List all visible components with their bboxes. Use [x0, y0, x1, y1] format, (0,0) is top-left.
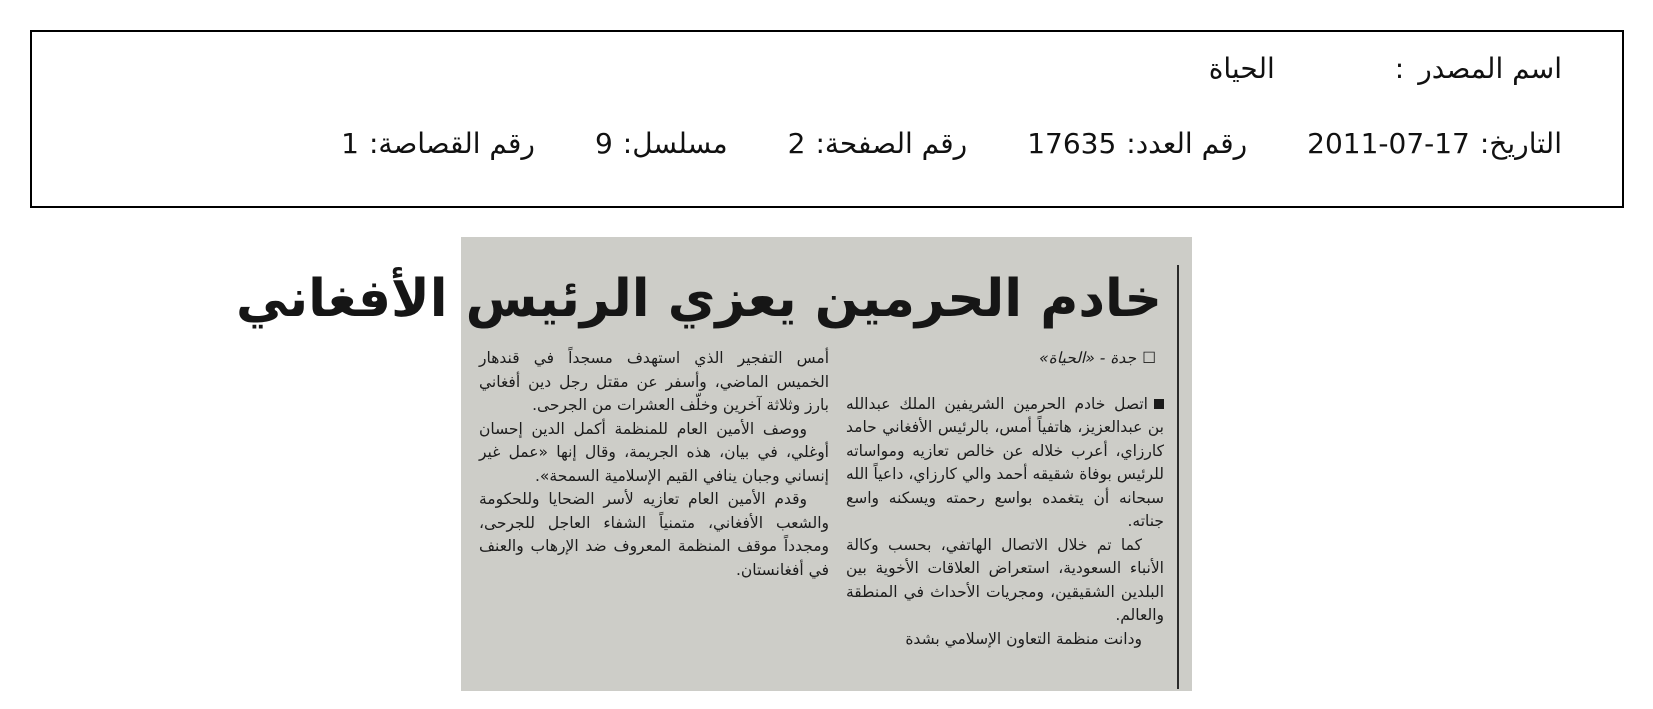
dateline-box-icon: ☐	[1142, 349, 1156, 367]
clipping-metadata-box	[30, 30, 1624, 208]
source-value: الحياة	[1208, 52, 1275, 85]
article-paragraph: أمس التفجير الذي استهدف مسجداً في قندهار الخميس الماضي، وأسفر عن مقتل رجل دين أفغاني بارز وثلاثة آخرين وخلّف العشرات من الجرحى.	[479, 349, 829, 414]
metadata-details-row	[341, 127, 1562, 160]
issue-label: رقم العدد:	[1126, 127, 1248, 160]
page-field	[788, 127, 968, 160]
clip-number-field	[341, 127, 535, 160]
article-column-right	[846, 347, 1164, 651]
date-field	[1307, 127, 1562, 160]
source-label: اسم المصدر	[1418, 52, 1562, 85]
article-dateline	[846, 347, 1164, 371]
column-rule	[1177, 265, 1179, 689]
date-label: التاريخ:	[1479, 127, 1562, 160]
metadata-source-row	[1209, 52, 1562, 85]
newspaper-clipping	[235, 237, 1192, 691]
serial-field	[595, 127, 728, 160]
article-paragraph: ووصف الأمين العام للمنظمة أكمل الدين إحسان أوغلي، في بيان، هذه الجريمة، وقال إنها «عمل غير إنساني وجبان ينافي القيم الإسلامية السمحة».	[479, 419, 829, 485]
issue-value: 17635	[1027, 127, 1117, 160]
serial-value: 9	[594, 127, 613, 160]
issue-field	[1027, 127, 1247, 160]
article-headline: خادم الحرمين يعزي الرئيس الأفغاني	[235, 269, 1162, 329]
article-paragraph: كما تم خلال الاتصال الهاتفي، بحسب وكالة الأنباء السعودية، استعراض العلاقات الأخوية بين البلدين الشقيقين، ومجريات الأحداث في المنطقة والعالم.	[846, 535, 1164, 624]
source-separator: :	[1394, 52, 1405, 85]
page-value: 2	[787, 127, 806, 160]
page-label: رقم الصفحة:	[815, 127, 968, 160]
clip-number-value: 1	[341, 127, 359, 160]
dateline-text: جدة - «الحياة»	[1039, 349, 1137, 367]
square-bullet-icon	[1154, 399, 1164, 409]
article-paragraph: ودانت منظمة التعاون الإسلامي بشدة	[905, 629, 1142, 648]
article-paragraph	[846, 393, 1164, 534]
article-column-left	[479, 347, 829, 582]
article-paragraph: وقدم الأمين العام تعازيه لأسر الضحايا وللحكومة والشعب الأفغاني، متمنياً الشفاء العاجل للجرحى، ومجدداً موقف المنظمة المعروف ضد الإرهاب والعنف في أفغانستان.	[479, 490, 829, 579]
paragraph-text: اتصل خادم الحرمين الشريفين الملك عبدالله بن عبدالعزيز، هاتفياً أمس، بالرئيس الأفغاني حامد كارزاي، أعرب خلاله عن خالص تعازيه ومواساته للرئيس بوفاة شقيقه أحمد والي كارزاي، داعياً الله سبحانه أن يتغمده بواسع رحمته ويسكنه واسع جناته.	[846, 394, 1164, 530]
serial-label: مسلسل:	[622, 127, 728, 160]
date-value: 2011-07-17	[1307, 127, 1470, 160]
clip-number-label: رقم القصاصة:	[369, 127, 535, 160]
